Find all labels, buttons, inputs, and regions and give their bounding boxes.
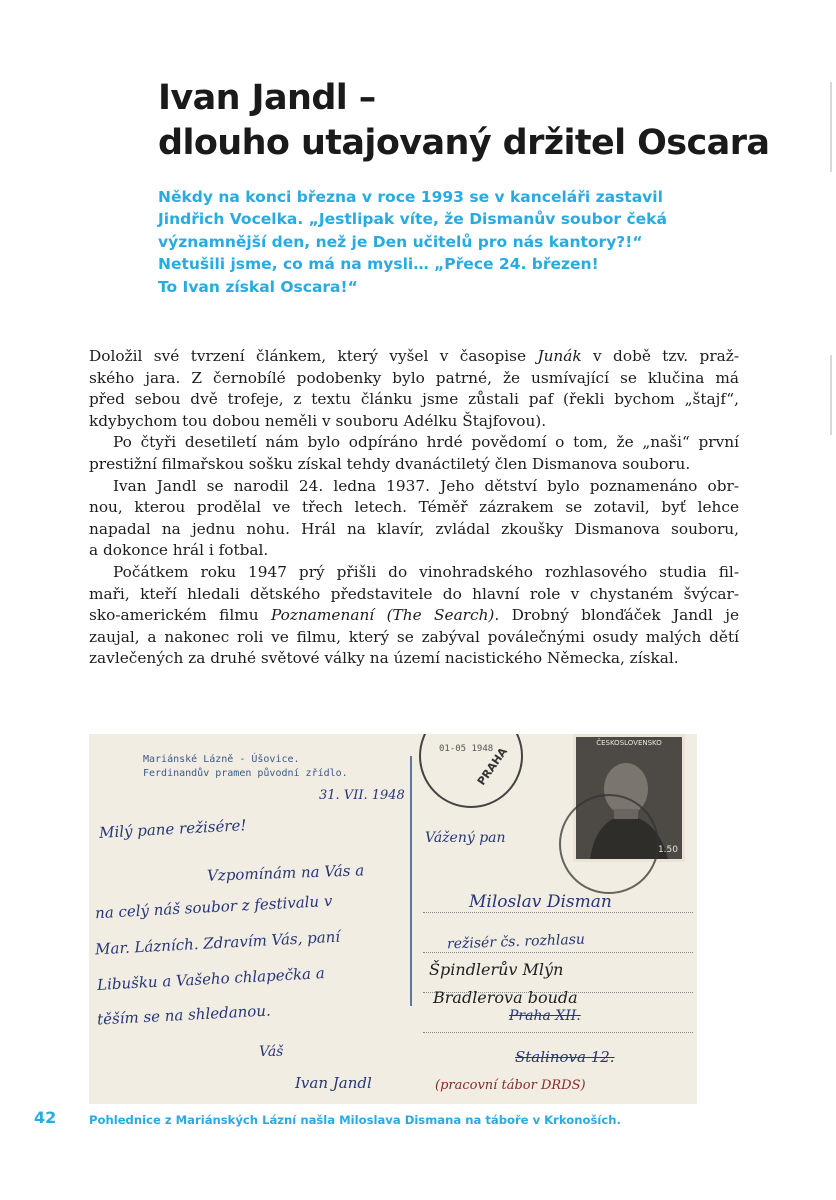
article-title: [158, 76, 778, 166]
lead-line: Někdy na konci března v roce 1993 se v kanceláři zastavil: [158, 188, 663, 206]
body-line: prestižní filmařskou sošku získal tehdy dvanáctiletý člen Dismanova souboru.: [89, 454, 691, 473]
paragraph-1: [89, 346, 739, 432]
body-line: Po čtyři desetiletí nám bylo odpíráno hrdé povědomí o tom, že „naši“ první: [113, 433, 739, 452]
message-line: Milý pane režisére!: [98, 816, 247, 842]
article-lead: [158, 186, 778, 298]
postcard-photo: [89, 734, 697, 1104]
address-line: Bradlerova bouda: [433, 988, 578, 1007]
address-line: Špindlerův Mlýn: [429, 960, 564, 979]
address-rule: [423, 952, 693, 953]
address-rule: [423, 1032, 693, 1033]
stamp-country: ČESKOSLOVENSKO: [596, 739, 662, 747]
address-note: (pracovní tábor DRDS): [435, 1078, 586, 1093]
postcard-date: 31. VII. 1948: [319, 788, 405, 803]
paragraph-3: [89, 476, 739, 562]
postmark-date: 01-05 1948: [439, 744, 494, 754]
title-line-2: dlouho utajovaný držitel Oscara: [158, 123, 770, 163]
address-line: režisér čs. rozhlasu: [446, 931, 586, 953]
body-line: maři, kteří hledali dětského představitele do hlavní role v chystaném švýcar-: [89, 584, 739, 603]
article-body: [89, 346, 739, 670]
body-line: Ivan Jandl se narodil 24. ledna 1937. Jeho dětství bylo poznamenáno obr-: [113, 476, 739, 495]
body-line: [89, 346, 739, 368]
body-line: kdybychom tou dobou neměli v souboru Adélku Štajfovou).: [89, 411, 547, 430]
signature: Ivan Jandl: [295, 1074, 372, 1092]
page-number: 42: [34, 1108, 57, 1127]
address-line: Stalinova 12.: [515, 1048, 615, 1066]
postmark: [419, 734, 523, 808]
next-page-edge: [830, 355, 832, 435]
body-line: Počátkem roku 1947 prý přišli do vinohradského rozhlasového studia fil-: [113, 562, 739, 581]
body-line: [89, 605, 739, 627]
postmark-city: PRAHA: [474, 745, 510, 788]
text-run: . Drobný blonďáček Jandl je: [494, 606, 739, 625]
lead-line: Netušili jsme, co má na mysli… „Přece 24. březen!: [158, 255, 599, 274]
postcard-divider: [410, 756, 412, 1006]
message-line: na celý náš soubor z festivalu v: [94, 891, 333, 923]
paragraph-4: [89, 562, 739, 670]
address-rule: [423, 912, 693, 913]
address-salutation: Vážený pan: [425, 830, 506, 846]
lead-line: To Ivan získal Oscara!“: [158, 277, 358, 296]
paragraph-2: [89, 432, 739, 475]
next-page-edge: [830, 82, 832, 172]
body-line: napadal na jednu nohu. Hrál na klavír, zvládal zkoušky Dismanova souboru,: [89, 519, 739, 538]
stamp-value: 1.50: [657, 845, 678, 855]
title-line-1: Ivan Jandl –: [158, 78, 376, 118]
body-line: nou, kterou prodělal ve třech letech. Téměř zázrakem se zotavil, byť lehce: [89, 498, 739, 517]
address-line: Praha XII.: [509, 1008, 581, 1024]
body-line: zavlečených za druhé světové války na území nacistického Německa, získal.: [89, 649, 679, 668]
text-run: Doložil své tvrzení článkem, který vyšel v časopise: [89, 347, 538, 365]
address-line: Miloslav Disman: [469, 892, 612, 912]
postcard-printed-line: Mariánské Lázně - Úšovice.: [143, 754, 300, 765]
lead-line: významnější den, než je Den učitelů pro nás kantory?!“: [158, 232, 643, 251]
body-line: zaujal, a nakonec roli ve filmu, který se zabýval poválečnými osudy malých dětí: [89, 627, 739, 646]
text-run: sko-americkém filmu: [89, 606, 271, 625]
emphasis: Poznamenaní (The Search): [271, 606, 495, 625]
message-line: Vzpomínám na Vás a: [206, 861, 365, 885]
photo-caption: Pohlednice z Mariánských Lázní našla Miloslava Dismana na táboře v Krkonoších.: [89, 1113, 621, 1127]
body-line: ského jara. Z černobílé podobenky bylo patrné, že usmívající se klučina má: [89, 368, 739, 387]
postmark-overprint: [559, 794, 659, 894]
body-line: před sebou dvě trofeje, z textu článku jsme zůstali paf (řekli bychom „štajf“,: [89, 390, 739, 409]
message-line: Mar. Lázních. Zdravím Vás, paní: [94, 927, 341, 959]
message-line: Váš: [259, 1044, 284, 1060]
message-line: Libušku a Vašeho chlapečka a: [96, 964, 326, 994]
lead-line: Jindřich Vocelka. „Jestlipak víte, že Dismanův soubor čeká: [158, 210, 667, 229]
text-run: v době tzv. praž-: [581, 347, 739, 365]
postcard-printed-line: Ferdinandův pramen původní zřídlo.: [143, 768, 348, 779]
body-line: a dokonce hrál i fotbal.: [89, 541, 269, 560]
emphasis: Junák: [537, 347, 582, 365]
message-line: těším se na shledanou.: [96, 1001, 272, 1029]
